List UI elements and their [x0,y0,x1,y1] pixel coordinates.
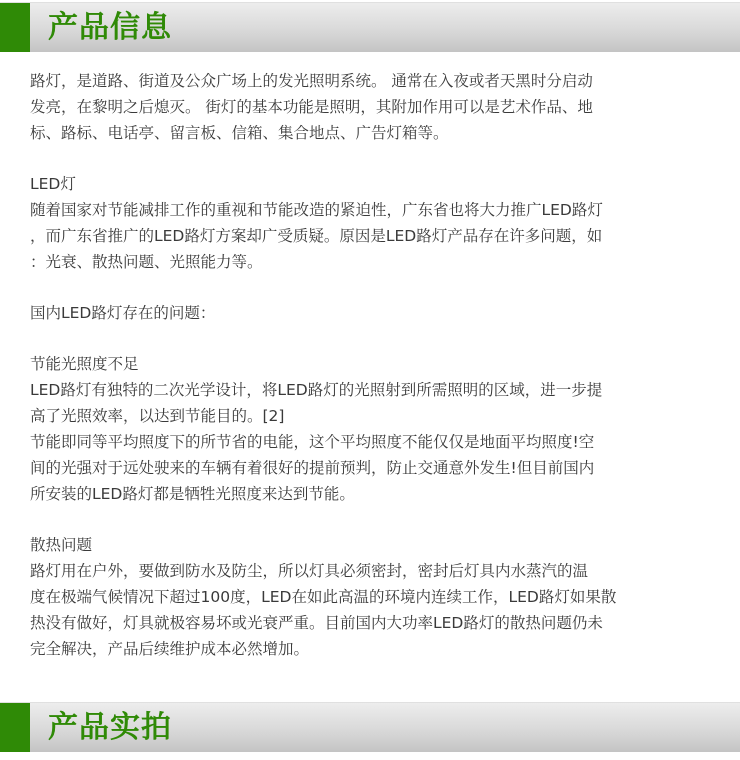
subheading-problems: 国内LED路灯存在的问题： [30,304,216,322]
subheading-lighting: 节能光照度不足 [30,355,139,373]
section-title-product-photos: 产品实拍 [48,710,172,745]
section-header-product-info [0,2,740,52]
header-accent-bar [0,703,30,752]
paragraph-line: LED路灯有独特的二次光学设计，将LED路灯的光照射到所需照明的区域，进一步提 [30,381,603,399]
paragraph-line: 路灯用在户外，要做到防水及防尘，所以灯具必须密封，密封后灯具内水蒸汽的温 [30,562,589,580]
subheading-led: LED灯 [30,175,76,193]
paragraph-line: 随着国家对节能减排工作的重视和节能改造的紧迫性，广东省也将大力推广LED路灯 [30,201,603,219]
paragraph-line: 所安装的LED路灯都是牺牲光照度来达到节能。 [30,485,355,503]
section-header-product-photos [0,702,740,752]
paragraph-line: 节能即同等平均照度下的所节省的电能，这个平均照度不能仅仅是地面平均照度!空 [30,433,595,451]
paragraph-line: 标、路标、电话亭、留言板、信箱、集合地点、广告灯箱等。 [30,124,449,142]
paragraph-line: 完全解决，产品后续维护成本必然增加。 [30,640,310,658]
paragraph-line: ，而广东省推广的LED路灯方案却广受质疑。原因是LED路灯产品存在许多问题，如 [30,227,603,245]
paragraph-line: ：光衰、散热问题、光照能力等。 [30,253,263,271]
paragraph-line: 发亮，在黎明之后熄灭。 街灯的基本功能是照明，其附加作用可以是艺术作品、地 [30,98,593,116]
header-accent-bar [0,3,30,52]
paragraph-line: 热没有做好，灯具就极容易坏或光衰严重。目前国内大功率LED路灯的散热问题仍未 [30,614,603,632]
article-body [30,68,720,662]
paragraph-line: 高了光照效率，以达到节能目的。[2] [30,407,285,425]
paragraph-line: 路灯，是道路、街道及公众广场上的发光照明系统。 通常在入夜或者天黑时分启动 [30,72,593,90]
paragraph-line: 度在极端气候情况下超过100度，LED在如此高温的环境内连续工作，LED路灯如果散 [30,588,617,606]
paragraph-line: 间的光强对于远处驶来的车辆有着很好的提前预判，防止交通意外发生!但目前国内 [30,459,595,477]
section-title-product-info: 产品信息 [48,10,172,45]
subheading-heat: 散热问题 [30,536,93,554]
